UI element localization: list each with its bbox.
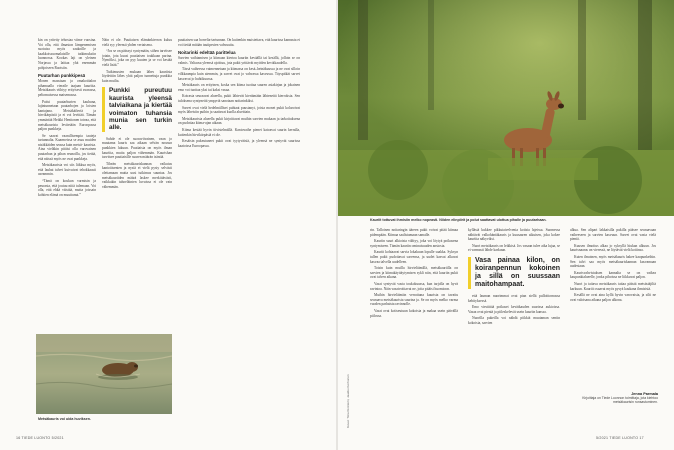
paragraph: Paitsi puutarhurien kauhuna, lajintunnetaan puutarhojen ja loisten kantajana. Metsäkäfieriä ja hirvikärpäsiä ja ei voi levittää. Tämän ymmärtää Heikki Henttonen toteaa, että metsäkaurista levitetään Euroopassa paljon punkkeja. xyxy=(38,99,96,132)
article-column-1 xyxy=(38,38,96,324)
paragraph: Kiima kestää hyvin tiivistelmällä. Kantovaihe pienet katoavat suurin kerralla, kuitenkin hirvikärpäsiä ei ole. xyxy=(178,127,300,137)
paragraph: Koirasta seuraavat alueella, pukit lähtevät kiertämään lähteneitä kierroksia. Sen tuloksena syntyneitä ympyriä sanotaan noitarinkiksi. xyxy=(178,94,300,103)
author-name: Jenna Parmala xyxy=(631,392,658,396)
article-column-3 xyxy=(178,38,300,428)
pull-quote xyxy=(102,87,172,131)
article-column-6 xyxy=(570,228,656,384)
left-page-footer: 16 TIEDE LUONTO 5/2021 xyxy=(16,436,64,440)
pull-quote-text: Punkki pureutuu kaurista yleensä talviaikana ja kiertää voimaton tuhansia munia sen turkin alle. xyxy=(109,87,172,132)
paragraph: Kuten ilmoinen, myös metsäkauris hakee kaupunkeihin. Sen talvi saa myös metsäkauriskannan kasvamaan uudestaan. xyxy=(570,254,656,269)
paragraph: Kesällä ne ovat aina kyllä hyvin varovaisia, ja silti ne ovat valoisana aikana paljon ulkona. xyxy=(570,293,656,302)
paragraph: Metsäkaurista voi siis liikkua myös, että lauhat talvet kuivuivat tehokkaasti useammin. xyxy=(38,163,96,177)
paragraph: Kesäisin pukeutuneet pukit ovat tyytyväisiä, ja yleensä ne syntyvät suurissa kaatoissa Euroopassa. xyxy=(178,139,300,148)
author-box xyxy=(578,392,658,405)
section-heading: Noitarinki edeltää parittelua xyxy=(178,50,236,56)
right-page-footer: 5/2021 TIEDE LUONTO 17 xyxy=(596,436,644,440)
paragraph: Toisin kuin muilla hirvieläimillä, metsäkauriilla on sarvien ja kiimakäyttäytymisen sykli niin, että kauriin pukit ovat talven aikana. xyxy=(370,266,458,280)
paragraph: puutiaisen saa borrelia-tartunnan. On kuitenkin muistettava, että kaurissa kannasta ei voi tietää mitään tautipesien vahvuutta. xyxy=(178,38,300,47)
paragraph: Emo viestittää poikaset kevätkauden suurissa aukioissa. Vasaa ovat pieniä ja piileskelevät usein kauriin kanssa. xyxy=(468,305,560,314)
paragraph: Nuorilla pukeilla voi nähdä piikkiä muutaman sentin kokoisia, sarvien xyxy=(468,316,560,325)
pull-quote-bar xyxy=(102,87,105,131)
paragraph: Tutkimusten mukaan lähes kauriista löydettiin lähes yhtä paljon tunnettuja punkkia kuin muilta. xyxy=(102,69,172,83)
paragraph: Monen maastaan ja omakotitalon pihamaalla vieraile taajaan kauriita. Metsäkauris viihtyy erityisesti avarassa, peltomaisessa maisemassa. xyxy=(38,79,96,97)
otter-swimming-image xyxy=(36,334,172,414)
paragraph: Sarvien vaihtamisen ja kiimaan kiertoa kauriin keväällä tai kesällä, jolloin se on valmis. Valtaosa yleensä ajoittuu, jota pukit yrittävät myöden kevätkaudella. xyxy=(178,56,300,65)
paragraph: Muihin hirvieläimiin verrattuna kaurista on tavattu seuraava metsäkaurista suurina ja. Se on myös melko varma vuoden parhaista ravinnolle. xyxy=(370,293,458,307)
paragraph: Sarvet ovat vielä hedelmälliset puhtaat puustanyt, joista monet pukit kolaroivat myös läheisiin puihin ja saattavat kuolla alueittain. xyxy=(178,105,300,115)
paragraph: kyllästä kukkee pikkutaivelvenia kotisia lajeissa. Suomessa nähtävät valkohäntäkauris ja kuusaaren aikuisen, joka kokee kauriita näkyviksi. xyxy=(468,228,560,242)
paragraph: Vasat syntyvät vasta toukokuussa, kun tarjolla on hyvä ravintoa. Näin vasatvoittavat ne, joita pitäisi huomioon. xyxy=(370,281,458,291)
paragraph: Se saavat vaarallisempia tauteja tartunnalta. Kaarmeissa se asuu muiden nisäkkäiden seassa kuin metsä- kaurista. Aina vieläkin pitäisi olla varovainen puutarhan ja pihan reunoilla, jos tietää, että näissä myös ne ovat punkkeja. xyxy=(38,133,96,161)
paragraph: Nuori ja taitava metsäkauris taitaa päästä metsästäjiltä karkuun. Kauriit osaavat myös pysyä kaukana ihmisistä. xyxy=(570,281,656,291)
paragraph: Metsäkaurista alueella pukit kirjoittavat muihin sarvien mukaan ja tarkoituksena on pudottaa kiima-ajan aikaan. xyxy=(178,116,300,126)
paragraph: Metsäkauris on erityinen, koska sen kiima tuottaa suuren asiakirjan ja jokainen emo voi tuottaa yksi tai kaksi vasaa. xyxy=(178,83,300,92)
deer-photo-caption: Kauriit tottuvat ihmisiin melko nopeasti. Niiden elinpiirit ja polut saattavat ulottua pihalle ja puutarhaan. xyxy=(370,218,547,222)
roe-deer-image xyxy=(338,0,674,216)
paragraph: “Jos se on päässyt syntymään, siihen tarvitsee jotain, jota kuusi puutiaisen toukkaan parina. Nymfiksi, joka on pyy kuuten ja se voi kestää vielä lisää.” xyxy=(102,49,172,67)
author-bio: Kirjoittaja on Tiede Luonnon toimittaja, jota kiehtoo metsäkaurisin runsastuminen. xyxy=(582,396,658,405)
photo-credit: Kuvat: Tiina Kiviniemi, Jaakko Korhonen xyxy=(346,374,350,428)
paragraph: Tässä vaiheessa vaimennetaan ja kiimassa on kesä–heinäkuussa ja ne ovat silloin vilkkaampia kuin aiemmin, ja sarvet ovat jo vahvassa kasvussa. Täyspitkät sarvet kasvavat jo huhtikuussa. xyxy=(178,67,300,81)
paragraph: alkua. Sen alipari lakkaisilla pukilla pääsee seuraavaan vaiheeseen ja sarvien kasvuun. Sarvet ovat vasta vielä pieniä. xyxy=(570,228,656,242)
paragraph: Nuori metsäkauris on leikkisä. Jos vasaan tulee aika lujaa, se ei varmasti lähde karkuun. xyxy=(468,243,560,253)
article-column-4 xyxy=(370,228,458,428)
paragraph: Kauriit kohtaavat sarvia lokakuun lopulle saakka. Syksyn tullen pukit pudottavat sarvensa, ja uudet kasvat alkavat kasvaa talvella uudelleen. xyxy=(370,250,458,264)
section-heading: Puutarhan punkkipesä xyxy=(38,73,86,79)
roe-deer-photo xyxy=(338,0,674,216)
pull-quote-text: Vasa painaa kilon, on koiranpennun kokoinen ja sillä on suussaan maitohampaat. xyxy=(475,256,560,288)
paragraph: että lauman nuorimmat ovat pian siellä pulloittomassa kehityksessä. xyxy=(468,293,560,303)
article-column-5 xyxy=(468,228,560,428)
paragraph: Vasat ovat kotiseutuun kokoisia ja makaa usein päivällä piilossa. xyxy=(370,308,458,318)
paragraph: Kuusen ilmoitus alkaa jo syksyllä hiukan alkuun. Jos kaurisnaaras on vieressä, ne löytävät vielä kotiinsa. xyxy=(570,243,656,253)
paragraph: Kaurisvahvistuksen kannalta se on vaikea kaupunkialueelle, jonka pihoissa ne liikkuvat paljon. xyxy=(570,270,656,280)
paragraph: kin on yritetty tehostaa viime vuosina. Voi olla, että ilmaston lämpenemisen suotuisa myös saukoille ja kaakkoissuomalaisille tutkimuksiin luonnossa. Kookas laji on yleinen Norjassa ja laittaa yhä enemmän pohjoiseen Ruotsiin. xyxy=(38,38,96,70)
paragraph: rin. Talloinen noitaringin ääreen pukit voivat pitää kiimaa pidempään. Kiimaa saalistamaan samalle. xyxy=(370,228,458,237)
paragraph: Kauriin suuri alkioista välttyy, joka voi löytyä poikasena syntymiseen. Tämän kauriin ominaisuuden ansiosta. xyxy=(370,239,458,248)
pull-quote xyxy=(468,257,560,289)
paragraph: “Tämä on koukun varmisin ja peurasta, että joutuu niitä tulemaan. Voi olla, että ehkä väistää, mutta joissain kohtien elämä on muuttunut.” xyxy=(38,179,96,197)
article-column-2 xyxy=(102,38,172,332)
paragraph: Suhde ei ole suoraviivainen, vaan jo muutama kauris saa aikaan selvän nousun punkkien lukuun. Puutiaisia on myös ilman kauriita, mutta paljon vähemmän. Kaurishan tarvitsee puutiaisille suuren määrän isäntiä. xyxy=(102,136,172,160)
paragraph: Näin ei ole. Puutiaisen elämänkierron kuluu vielä syy yleensä yhden vertaisena. xyxy=(102,38,172,47)
otter-caption: Metsäkauris voi uida huviksen. xyxy=(38,417,91,421)
pull-quote-bar xyxy=(468,257,471,289)
otter-photo xyxy=(36,334,172,414)
paragraph: Tiheän metsäkauriskannan vaikutus kantoiäsenten ja nysiä ei vielä pysty selvästi olettamaan mutta uusi tutkimus suuntaa. Jos metsäkauriiden määrä laskee merkittävästi, vaikkakin tuhoeläinten luvuissa ei ole vain vähemmän. xyxy=(102,161,172,189)
